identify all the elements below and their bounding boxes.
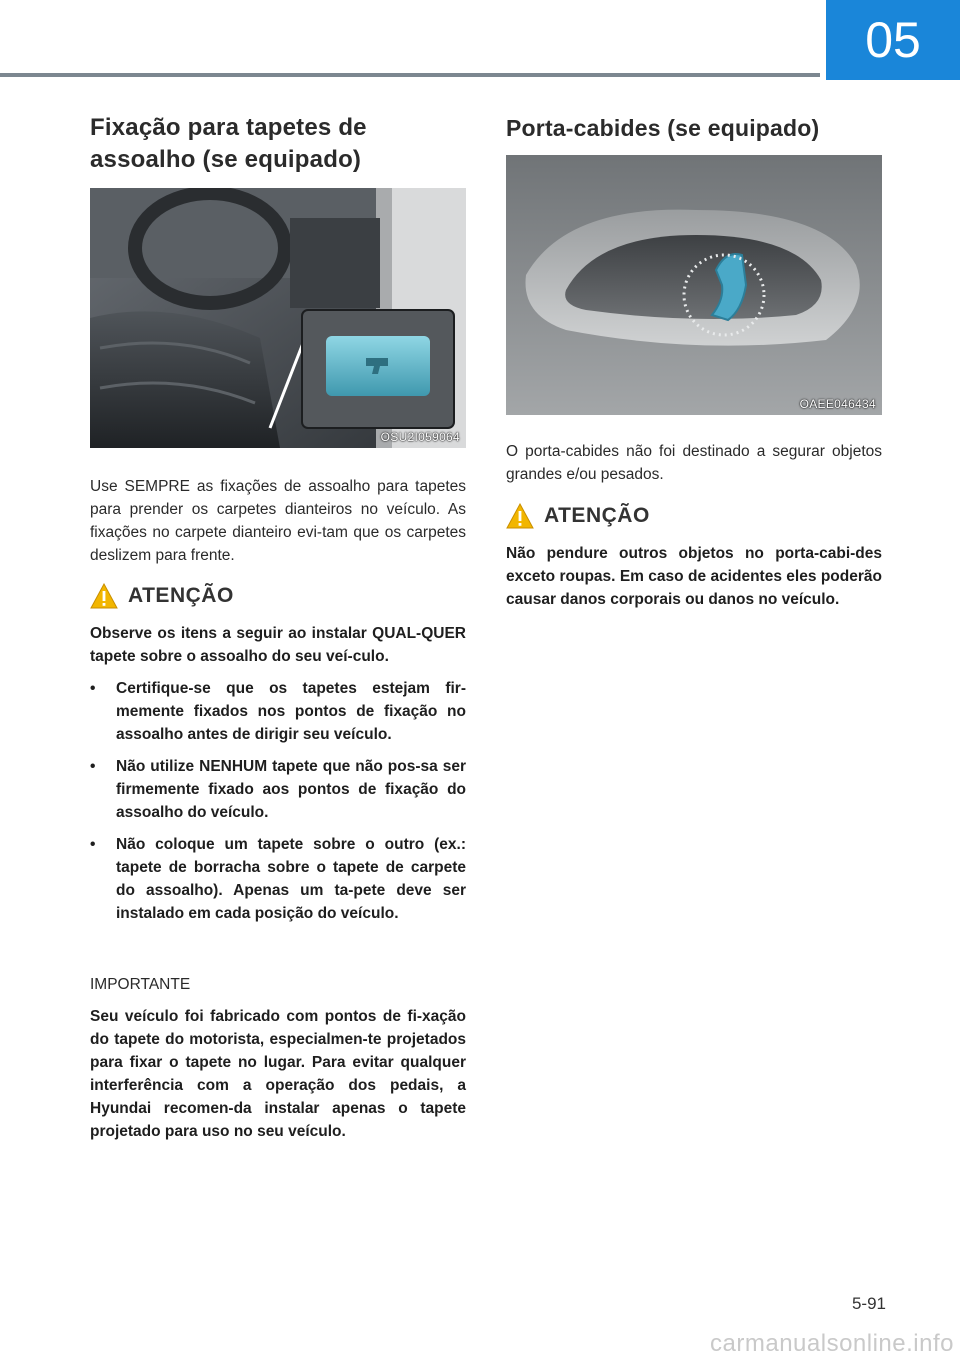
coat-hook-warning-text: Não pendure outros objetos no porta-cabi-des exceto roupas. Em caso de acidentes eles poderão causar danos corporais ou danos no veículo. [506, 545, 882, 608]
page-number: 5-91 [851, 1294, 886, 1313]
chapter-tab: 05 [826, 0, 960, 80]
floor-mat-warning [90, 622, 466, 925]
warning-label: ATENÇÃO [128, 584, 234, 607]
car-interior-illustration [90, 188, 466, 448]
coat-hook-title: Porta-cabides (se equipado) [506, 115, 820, 141]
figure-code: OAEE046434 [799, 397, 876, 411]
warning-label: ATENÇÃO [544, 504, 650, 527]
important-block [90, 973, 466, 1143]
warning-header [90, 580, 466, 612]
list-item: • Não coloque um tapete sobre o outro (ex.: tapete de borracha sobre o tapete de carpete do assoalho). Apenas um ta-pete deve ser instalado em cada posição do veículo. [90, 833, 466, 925]
bullet: • [90, 758, 96, 775]
warning-header [506, 500, 882, 532]
floor-mat-anchor-title: Fixação para tapetes de assoalho (se equipado) [90, 114, 367, 173]
floor-mat-intro: Use SEMPRE as fixações de assoalho para tapetes para prender os carpetes dianteiros no veículo. As fixações no carpete dianteiro evi-tam que os carpetes deslizem para frente. [90, 478, 466, 564]
warning-icon [90, 583, 118, 609]
important-label: IMPORTANTE [90, 976, 191, 993]
warning-intro: Observe os itens a seguir ao instalar QUAL-QUER tapete sobre o assoalho do seu veí-culo. [90, 625, 466, 665]
floor-mat-anchor-figure [90, 188, 466, 448]
bullet: • [90, 836, 96, 853]
header-rule [0, 73, 820, 77]
coat-hook-illustration [506, 155, 882, 415]
important-text: Seu veículo foi fabricado com pontos de fi-xação do tapete do motorista, especialmen-te projetados para fixar o tapete no lugar. Para evitar qualquer interferência com a operação dos pedais, a Hyundai recomen-da instalar apenas o tapete projetado para uso no seu veículo. [90, 1008, 466, 1140]
coat-hook-figure [506, 155, 882, 415]
figure-code: OSU2I059064 [380, 430, 460, 444]
list-item: • Não utilize NENHUM tapete que não pos-sa ser firmemente fixado aos pontos de fixação do assoalho do veículo. [90, 755, 466, 824]
bullet: • [90, 680, 96, 697]
watermark: carmanualsonline.info [710, 1330, 954, 1357]
warning-icon [506, 503, 534, 529]
warning-list [90, 677, 466, 925]
list-item: • Certifique-se que os tapetes estejam fir-memente fixados nos pontos de fixação no assoalho antes de dirigir seu veículo. [90, 677, 466, 746]
coat-hook-intro: O porta-cabides não foi destinado a segurar objetos grandes e/ou pesados. [506, 443, 882, 483]
